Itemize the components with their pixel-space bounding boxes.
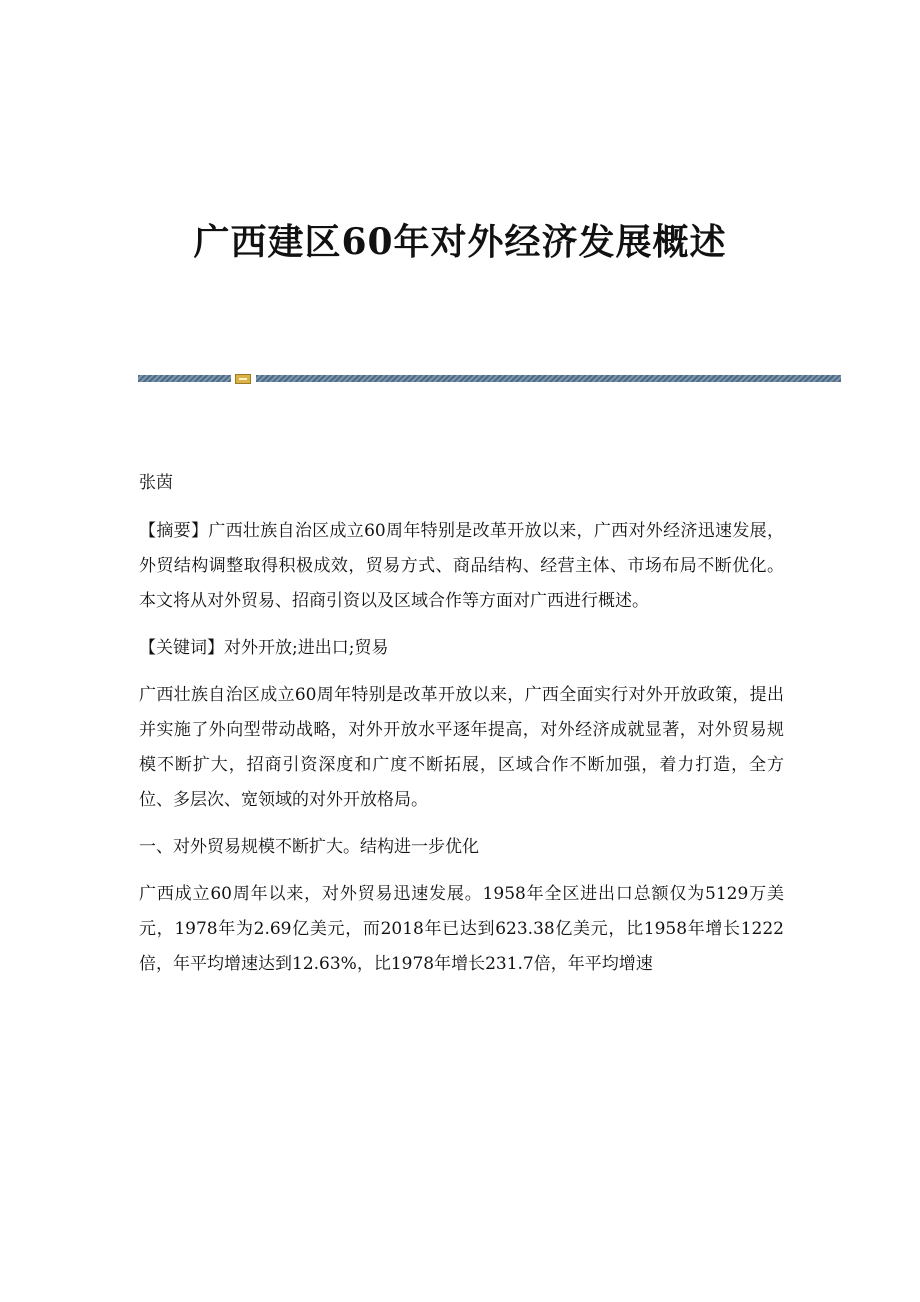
divider-ornament-icon bbox=[235, 374, 251, 384]
intro-paragraph: 广西壮族自治区成立60周年特别是改革开放以来，广西全面实行对外开放政策，提出并实施了外向型带动战略，对外开放水平逐年提高，对外经济成就显著，对外贸易规模不断扩大，招商引资深度和广度不断拓展，区域合作不断加强，着力打造，全方位、多层次、宽领域的对外开放格局。 bbox=[139, 685, 784, 810]
author-name: 张茵 bbox=[139, 473, 173, 493]
document-title: 广西建区60年对外经济发展概述 bbox=[193, 221, 727, 263]
decorative-divider bbox=[138, 374, 841, 384]
divider-bar-left bbox=[138, 375, 231, 382]
divider-bar-right bbox=[256, 375, 841, 382]
section-heading: 一、对外贸易规模不断扩大。结构进一步优化 bbox=[139, 837, 479, 857]
keywords-paragraph: 【关键词】对外开放;进出口;贸易 bbox=[139, 638, 389, 658]
document-body bbox=[139, 466, 784, 994]
section-body-paragraph: 广西成立60周年以来，对外贸易迅速发展。1958年全区进出口总额仅为5129万美元，1978年为2.69亿美元，而2018年已达到623.38亿美元，比1958年增长1222倍，年平均增速达到12.63%，比1978年增长231.7倍，年平均增速 bbox=[139, 884, 784, 974]
abstract-paragraph: 【摘要】广西壮族自治区成立60周年特别是改革开放以来，广西对外经济迅速发展，外贸结构调整取得积极成效，贸易方式、商品结构、经营主体、市场布局不断优化。本文将从对外贸易、招商引资以及区域合作等方面对广西进行概述。 bbox=[139, 521, 784, 611]
